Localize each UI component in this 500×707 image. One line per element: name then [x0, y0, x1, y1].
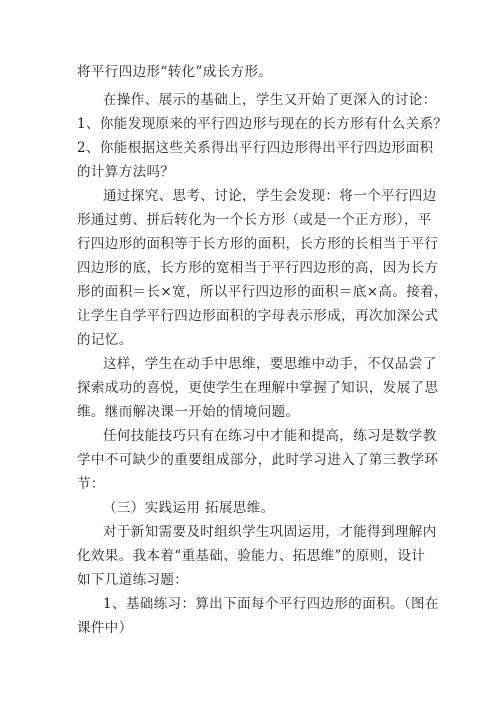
text-line: 探索成功的喜悦，更使学生在理解中掌握了知识，发展了思	[77, 380, 439, 396]
text-line: 如下几道练习题：	[77, 572, 189, 588]
section-heading: （三）实践运用 拓展思维。	[103, 500, 275, 516]
text-line: 通过探究、思考、讨论，学生会发现：将一个平行四边	[103, 188, 437, 204]
text-line: 课件中）	[77, 620, 133, 636]
text-line: 的计算方法吗？	[77, 164, 175, 180]
text-line: 2、你能根据这些关系得出平行四边形得出平行四边形面积	[77, 140, 434, 156]
text-line: 将平行四边形“转化”成长方形。	[77, 64, 273, 80]
text-line: 化效果。我本着“重基础、验能力、拓思维”的原则，设计	[77, 548, 426, 564]
text-line: 学中不可缺少的重要组成部分，此时学习进入了第三教学环	[77, 452, 439, 468]
text-line: 维。继而解决课一开始的情境问题。	[77, 404, 300, 420]
text-line: 四边形的底，长方形的宽相当于平行四边形的高，因为长方	[77, 260, 439, 276]
text-line: 对于新知需要及时组织学生巩固运用，才能得到理解内	[103, 524, 437, 540]
text-line: 形通过剪、拼后转化为一个长方形（或是一个正方形），平	[77, 212, 432, 228]
text-line: 1、你能发现原来的平行四边形与现在的长方形有什么关系？	[77, 116, 448, 132]
text-line: 节：	[77, 476, 105, 492]
text-line: 让学生自学平行四边形面积的字母表示形成，再次加深公式	[77, 308, 439, 324]
text-line: 在操作、展示的基础上，学生又开始了更深入的讨论：	[103, 92, 437, 108]
text-line: 形的面积＝长×宽，所以平行四边形的面积＝底×高。接着，	[77, 284, 448, 300]
text-line: 1、基础练习：算出下面每个平行四边形的面积。（图在	[103, 596, 439, 612]
text-line: 的记忆。	[77, 332, 133, 348]
text-line: 行四边形的面积等于长方形的面积，长方形的长相当于平行	[77, 236, 439, 252]
text-line: 这样，学生在动手中思维，要思维中动手，不仅品尝了	[103, 356, 437, 372]
text-line: 任何技能技巧只有在练习中才能和提高，练习是数学教	[103, 428, 437, 444]
